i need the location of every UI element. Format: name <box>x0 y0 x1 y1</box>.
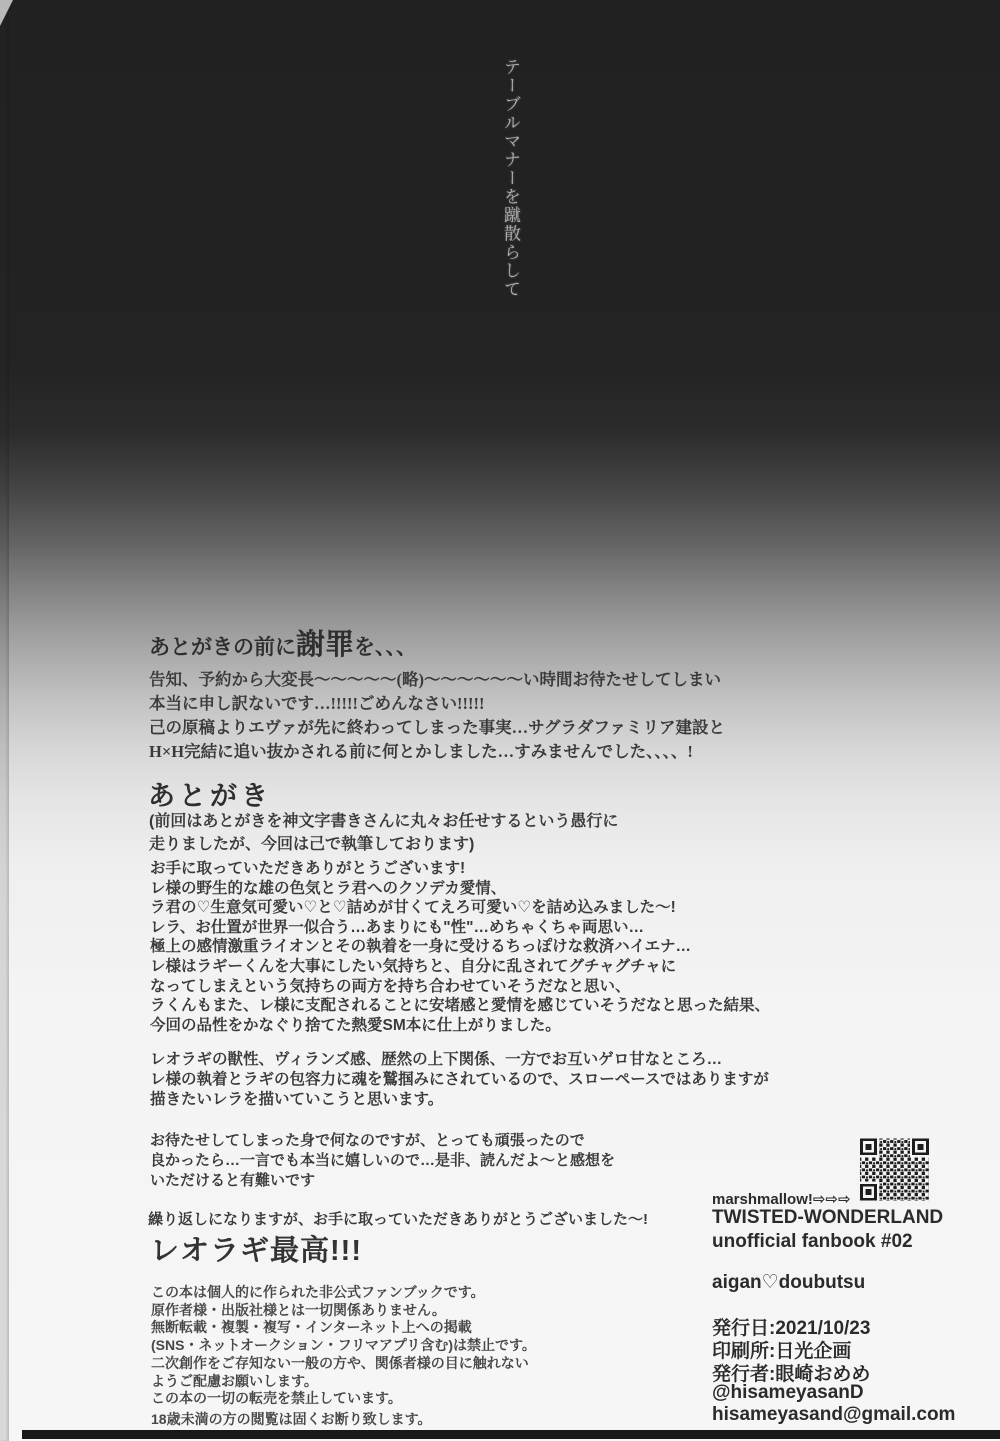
afterword-line: なってしまえという気持ちの両方を持ち合わせていそうだなと思い、 <box>150 977 631 995</box>
afterword-line: いただけると有難いです <box>150 1172 316 1189</box>
afterword-line: レ様の執着とラギの包容力に魂を鷲掴みにされているので、スローペースではありますが <box>150 1071 769 1088</box>
afterword-paragraph-3 <box>150 1131 615 1191</box>
qr-code <box>858 1136 931 1203</box>
afterword-heading: あとがき <box>148 781 272 811</box>
afterword-line: 描きたいレラを描いていこうと思います。 <box>150 1091 444 1108</box>
afterword-line: レ様はラギーくんを大事にしたい気持ちと、自分に乱されてグチャグチャに <box>150 957 677 975</box>
disclaimer-line: 二次創作をご存知ない一般の方や、関係者様の目に触れない <box>151 1354 529 1371</box>
afterword-line: レ様の野生的な雄の色気とラ君へのクソデカ愛情、 <box>150 879 507 897</box>
disclaimer-line: この本は個人的に作られた非公式ファンブックです。 <box>151 1284 485 1300</box>
apology-line: 本当に申し訳ないです…!!!!!ごめんなさい!!!!! <box>149 694 485 713</box>
vertical-title: テーブルマナーを蹴散らして <box>501 58 520 299</box>
afterword-note-line: (前回はあとがきを神文字書きさんに丸々お任せするという愚行に <box>149 813 619 830</box>
apology-heading-post: を、、、 <box>354 635 418 659</box>
series-title: TWISTED-WONDERLAND <box>712 1207 944 1228</box>
afterword-note-line: 走りましたが、今回は己で執筆しております) <box>149 836 475 853</box>
afterword-line: 今回の品性をかなぐり捨てた熱愛SM本に仕上がりました。 <box>150 1016 561 1034</box>
disclaimer-line: この本の一切の転売を禁止しています。 <box>151 1390 402 1407</box>
qr-finder-top-right <box>910 1137 931 1157</box>
fanbook-number: unofficial fanbook #02 <box>712 1231 913 1252</box>
afterword-line: お待たせしてしまった身で何なのですが、とっても頑張ったので <box>150 1132 585 1149</box>
scan-bottom-edge <box>22 1430 1000 1439</box>
apology-heading-pre: あとがきの前に <box>149 635 296 659</box>
qr-finder-top-left <box>859 1137 879 1157</box>
disclaimer-line: 原作者様・出版社様とは一切関係ありません。 <box>151 1301 446 1318</box>
afterword-line: お手に取っていただきありがとうございます! <box>150 860 466 877</box>
apology-line: 己の原稿よりエヴァが先に終わってしまった事実…サグラダファミリア建設と <box>149 718 726 737</box>
apology-line: 告知、予約から大変長〜〜〜〜〜(略)〜〜〜〜〜〜い時間お待たせしてしまい <box>149 670 721 689</box>
shout-line: レオラギ最高!!! <box>150 1235 362 1267</box>
publish-date: 発行日:2021/10/23 <box>712 1318 871 1339</box>
closing-line: 繰り返しになりますが、お手に取っていただきありがとうございました〜! <box>148 1211 648 1228</box>
apology-line: H×H完結に追い抜かされる前に何とかしました…すみませんでした、、、、! <box>149 742 693 761</box>
qr-finder-bottom-left <box>859 1182 879 1203</box>
marshmallow-label: marshmallow!⇨⇨⇨ <box>712 1191 851 1208</box>
afterword-line: ラくんもまた、レ様に支配されることに安堵感と愛情を感じていそうだなと思った結果、 <box>150 997 771 1015</box>
disclaimer-line: (SNS・ネットオークション・フリマアプリ含む)は禁止です。 <box>151 1337 536 1354</box>
afterword-line: レラ、お仕置が世界一似合う…あまりにも"性"…めちゃくちゃ両思い… <box>150 918 644 936</box>
apology-section <box>149 622 869 764</box>
publisher: 発行者:眼崎おめめ <box>712 1364 871 1385</box>
age-restriction-line: 18歳未満の方の閲覧は固くお断り致します。 <box>151 1410 432 1427</box>
afterword-line: 極上の感情激重ライオンとその執着を一身に受けるちっぽけな救済ハイエナ… <box>150 938 691 956</box>
afterword-line: 良かったら…一言でも本当に嬉しいので…是非、読んだよ〜と感想を <box>150 1152 616 1169</box>
scan-left-edge <box>0 0 9 1441</box>
afterword-note <box>149 810 618 856</box>
disclaimer-section <box>151 1284 536 1429</box>
afterword-paragraph-2 <box>150 1050 769 1110</box>
twitter-handle: @hisameyasanD <box>712 1382 864 1403</box>
apology-heading-emphasis: 謝罪 <box>296 629 355 661</box>
apology-heading <box>149 622 869 663</box>
circle-name: aigan♡doubutsu <box>712 1272 866 1293</box>
afterword-paragraph-1 <box>150 859 770 1035</box>
printer: 印刷所:日光企画 <box>712 1341 852 1362</box>
disclaimer-line: ようご配慮お願いします。 <box>151 1372 318 1389</box>
email-address: hisameyasand@gmail.com <box>712 1404 956 1425</box>
afterword-line: レオラギの獣性、ヴィランズ感、歴然の上下関係、一方でお互いゲロ甘なところ… <box>150 1051 723 1068</box>
afterword-line: ラ君の♡生意気可愛い♡と♡詰めが甘くてえろ可愛い♡を詰め込みました〜! <box>150 899 676 917</box>
scan-corner-notch <box>0 0 13 26</box>
disclaimer-line: 無断転載・複製・複写・インターネット上への掲載 <box>151 1319 472 1336</box>
